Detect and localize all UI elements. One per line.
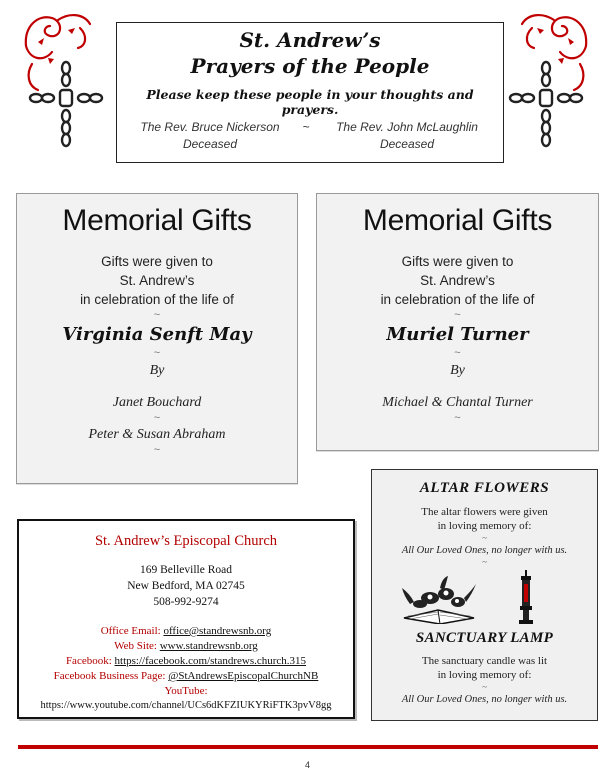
altar-images	[372, 570, 597, 626]
ornate-cross-icon	[504, 6, 594, 156]
page-number: 4	[304, 760, 310, 770]
memorial-donor: Janet Bouchard	[112, 395, 202, 410]
memorial-title: Memorial Gifts	[362, 204, 553, 237]
memorial-donor: Peter & Susan Abraham	[88, 427, 226, 442]
prayers-title-line2: Prayers of the People	[190, 54, 430, 78]
altar-memory: All Our Loved Ones, no longer with us.	[401, 545, 568, 556]
tilde-divider: ~	[153, 444, 161, 456]
address-line: 169 Belleville Road	[140, 564, 232, 576]
tilde-divider: ~	[454, 412, 461, 424]
flowers-bible-icon	[400, 574, 478, 624]
tilde-divider: ~	[153, 347, 161, 359]
facebook-label: Facebook:	[65, 655, 115, 667]
memorial-line: Gifts were given to	[101, 254, 213, 269]
prayers-title-line1: St. Andrew’s	[239, 28, 381, 52]
memorial-line: in celebration of the life of	[80, 292, 234, 307]
website-row	[19, 639, 353, 654]
ornate-cross-icon	[18, 6, 108, 156]
lamp-memory: All Our Loved Ones, no longer with us.	[401, 694, 568, 705]
altar-flowers-heading: ALTAR FLOWERS	[419, 480, 550, 496]
fb-business-link[interactable]: @StAndrewsEpiscopalChurchNB	[168, 670, 319, 682]
memorial-honoree: Virginia Senft May	[62, 324, 252, 345]
church-info-box	[17, 519, 355, 719]
address-line: New Bedford, MA 02745	[127, 580, 245, 592]
tilde-divider: ~	[482, 533, 487, 543]
email-link[interactable]: office@standrewsnb.org	[163, 625, 272, 637]
youtube-link[interactable]: https://www.youtube.com/channel/UCs6dKFZIUKYRiFTK3pvV8gg	[40, 700, 332, 711]
sanctuary-lamp-icon	[518, 570, 534, 626]
tilde-divider: ~	[482, 682, 487, 692]
memorial-line: St. Andrew’s	[119, 273, 195, 288]
fb-business-label: Facebook Business Page:	[53, 670, 169, 682]
memorial-honoree: Muriel Turner	[386, 324, 529, 345]
memorial-line: St. Andrew’s	[420, 273, 495, 288]
church-name: St. Andrew’s Episcopal Church	[94, 533, 278, 549]
memorial-line: Gifts were given to	[401, 254, 514, 269]
church-address	[19, 562, 353, 610]
prayer-person	[125, 119, 295, 153]
fb-business-row	[19, 669, 353, 684]
tilde-divider: ~	[153, 309, 161, 321]
prayers-title	[117, 27, 503, 79]
memorial-gifts-card	[316, 193, 599, 451]
prayer-separator: ~	[302, 120, 310, 134]
footer-divider	[18, 745, 598, 749]
altar-line: in loving memory of:	[437, 520, 532, 532]
email-row	[19, 624, 353, 639]
prayers-subtitle: Please keep these people in your thoughts and prayers.	[146, 87, 474, 117]
memorial-by: By	[450, 363, 465, 378]
youtube-label: YouTube:	[164, 685, 208, 697]
prayer-person-status: Deceased	[379, 137, 435, 151]
tilde-divider: ~	[454, 347, 461, 359]
tilde-divider: ~	[454, 309, 461, 321]
prayer-person-name: The Rev. Bruce Nickerson	[140, 120, 280, 134]
prayer-person-status: Deceased	[182, 137, 238, 151]
website-link[interactable]: www.standrewsnb.org	[159, 640, 258, 652]
lamp-line: The sanctuary candle was lit	[421, 655, 548, 667]
facebook-link[interactable]: https://facebook.com/standrews.church.315	[114, 655, 307, 667]
tilde-divider: ~	[482, 557, 487, 567]
sanctuary-lamp-heading: SANCTUARY LAMP	[415, 630, 554, 646]
website-label: Web Site:	[114, 640, 160, 652]
email-label: Office Email:	[100, 625, 164, 637]
altar-line: The altar flowers were given	[421, 506, 548, 518]
altar-flowers-box	[371, 469, 598, 721]
prayer-person-name: The Rev. John McLaughlin	[336, 120, 478, 134]
memorial-donor: Michael & Chantal Turner	[382, 395, 533, 410]
memorial-title: Memorial Gifts	[62, 204, 252, 237]
memorial-by: By	[149, 363, 165, 378]
church-contacts	[19, 624, 353, 699]
prayers-of-the-people-box	[116, 22, 504, 163]
memorial-line: in celebration of the life of	[380, 292, 535, 307]
lamp-line: in loving memory of:	[437, 669, 532, 681]
phone-number: 508-992-9274	[153, 596, 219, 608]
facebook-row	[19, 654, 353, 669]
memorial-gifts-card	[16, 193, 298, 484]
prayer-person	[317, 119, 497, 153]
tilde-divider: ~	[153, 412, 161, 424]
